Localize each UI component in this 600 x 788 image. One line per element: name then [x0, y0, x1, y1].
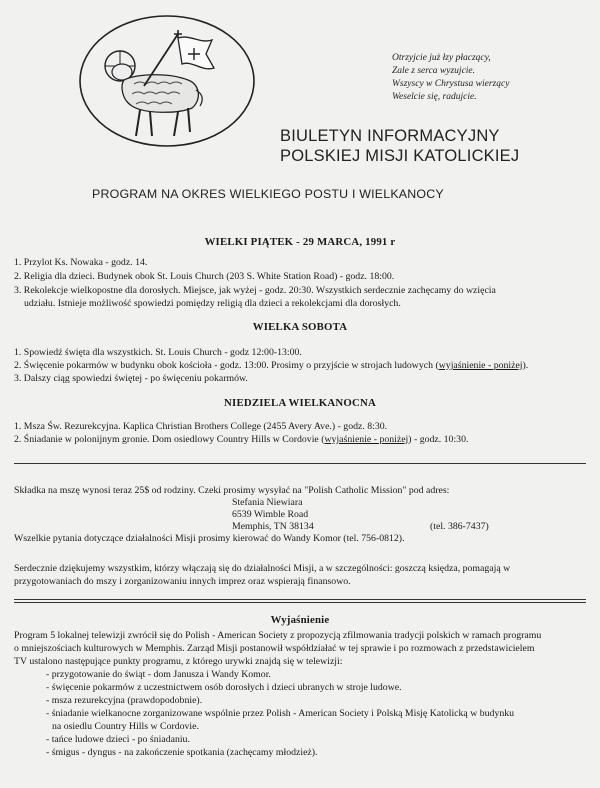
program-point: - śmigus - dyngus - na zakończenie spotkania (zachęcamy młodzież).	[46, 747, 318, 758]
paschal-lamb-emblem	[78, 14, 256, 148]
donation-phone: (tel. 386-7437)	[430, 521, 489, 532]
easter-poem	[392, 52, 592, 104]
saturday-item: 1. Spowiedź święta dla wszystkich. St. Louis Church - godz 12:00-13:00.	[14, 347, 302, 358]
address-line: 6539 Wimble Road	[232, 509, 309, 520]
friday-item: 2. Religia dla dzieci. Budynek obok St. Louis Church (203 S. White Station Road) - godz. 18:00.	[14, 271, 395, 282]
program-heading: PROGRAM NA OKRES WIELKIEGO POSTU I WIELKANOCY	[92, 187, 444, 201]
saturday-heading: WIELKA SOBOTA	[252, 321, 348, 333]
program-point: - tańce ludowe dzieci - po śniadaniu.	[46, 734, 190, 745]
friday-item: 3. Rekolekcje wielkopostne dla dorosłych. Miejsce, jak wyżej - godz. 20:30. Wszystkich serdecznie zachęcamy do wzięcia	[14, 285, 496, 296]
poem-line: Zale z serca wyzujcie.	[392, 66, 476, 76]
sunday-item	[14, 434, 468, 446]
friday-heading: WIELKI PIĄTEK - 29 MARCA, 1991 r	[204, 236, 396, 248]
questions-text: Wszelkie pytania dotyczące działalności Misji prosimy kierować do Wandy Komor (tel. 756-0812).	[14, 533, 405, 544]
poem-line: Weselcie się, radujcie.	[392, 92, 477, 102]
saturday-item-text: 2. Święcenie pokarmów w budynku obok kościoła - godz. 13:00. Prosimy o przyjście w strojach ludowych (	[14, 360, 439, 371]
thanks-text: przygotowaniach do mszy i zorganizowaniu innych imprez oraz wspierają finansowo.	[14, 576, 351, 587]
program-point: - msza rezurekcyjna (prawdopodobnie).	[46, 695, 203, 706]
title-line-2: POLSKIEJ MISJI KATOLICKIEJ	[280, 147, 520, 165]
explanation-link[interactable]: wyjaśnienie - poniżej	[324, 434, 409, 445]
explanation-text: TV ustalono następujące punkty programu, z którego urywki znajdą się w telewizji:	[14, 656, 343, 667]
friday-item-continued: udziału. Istnieje możliwość spowiedzi pomiędzy religią dla dzieci a rekolekcjami dla dorosłych.	[24, 298, 401, 309]
bulletin-title	[280, 126, 519, 166]
thanks-text: Serdecznie dziękujemy wszystkim, którzy włączają się do działalności Misji, a w szczególności: goszczą księdza, pomagają w	[14, 563, 511, 574]
explanation-heading: Wyjaśnienie	[270, 614, 330, 626]
saturday-item-text: ).	[522, 360, 529, 371]
address-line: Stefania Niewiara	[232, 497, 303, 508]
explanation-link[interactable]: wyjaśnienie - poniżej	[438, 360, 523, 371]
title-line-1: BIULETYN INFORMACYJNY	[280, 127, 500, 145]
address-line: Memphis, TN 38134	[232, 521, 314, 532]
sunday-heading: NIEDZIELA WIELKANOCNA	[224, 397, 376, 409]
saturday-item: 3. Dalszy ciąg spowiedzi świętej - po święceniu pokarmów.	[14, 373, 248, 384]
divider	[14, 599, 586, 600]
sunday-item-text: 2. Śniadanie w polonijnym gronie. Dom osiedlowy Country Hills w Cordovie (	[14, 434, 325, 445]
program-point: - przygotowanie do świąt - dom Janusza i Wandy Komor.	[46, 669, 271, 680]
poem-line: Otrzyjcie już łzy płaczący,	[392, 53, 491, 63]
donation-text: Składka na mszę wynosi teraz 25$ od rodziny. Czeki prosimy wysyłać na "Polish Catholic Mission" pod adres:	[14, 485, 450, 496]
sunday-item: 1. Msza Św. Rezurekcyjna. Kaplica Christian Brothers College (2455 Avery Ave.) - godz. 8:30.	[14, 421, 388, 432]
saturday-item	[14, 360, 528, 372]
divider	[14, 463, 586, 464]
program-point: - śniadanie wielkanocne zorganizowane wspólnie przez Polish - American Society i Polską Misję Katolicką w budynku	[46, 708, 515, 719]
poem-line: Wszyscy w Chrystusa wierzący	[392, 79, 510, 89]
donation-address	[232, 497, 314, 533]
program-point-continued: na osiedlu Country Hills w Cordovie.	[52, 721, 199, 732]
explanation-text: Program 5 lokalnej telewizji zwrócił się do Polish - American Society z propozycją zfilmowania tradycji polskich w ramach programu	[14, 630, 542, 641]
explanation-text: o mniejszościach kulturowych w Memphis. Zarząd Misji postanowił współdziałać w tej sprawie i po rozmowach z przedstawicielem	[14, 643, 535, 654]
sunday-item-text: ) - godz. 10:30.	[408, 434, 469, 445]
divider	[14, 602, 586, 603]
program-point: - święcenie pokarmów z uczestnictwem osób dorosłych i dzieci ubranych w stroje ludowe.	[46, 682, 402, 693]
friday-item: 1. Przylot Ks. Nowaka - godz. 14.	[14, 257, 148, 268]
